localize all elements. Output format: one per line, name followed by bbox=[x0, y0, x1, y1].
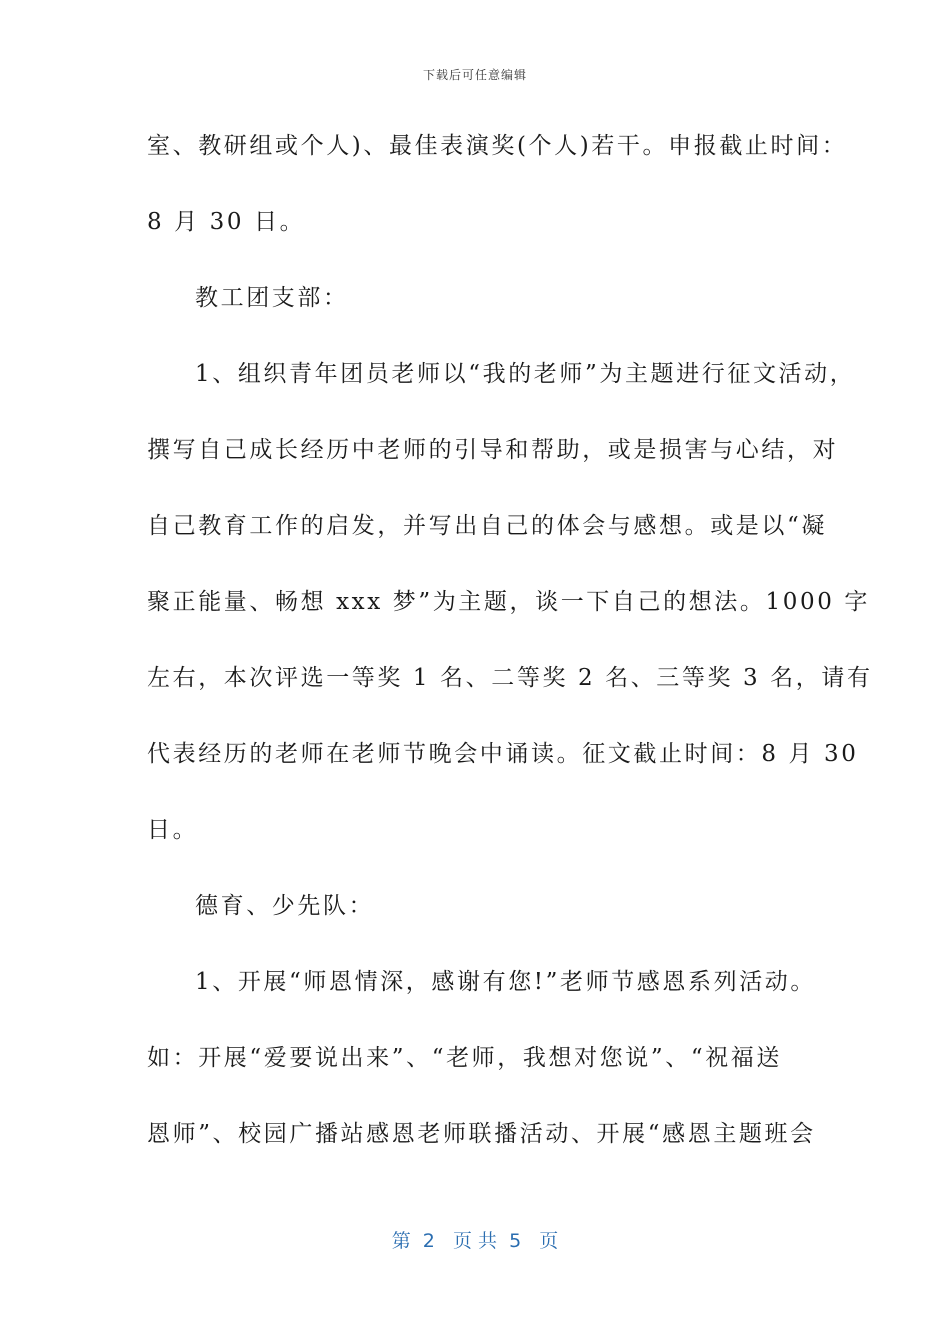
document-body bbox=[147, 124, 873, 1188]
text-line: 恩师”、校园广播站感恩老师联播活动、开展“感恩主题班会 bbox=[147, 1121, 816, 1147]
text-line: 聚正能量、畅想 xxx 梦”为主题，谈一下自己的想法。1000 字 bbox=[147, 589, 870, 615]
text-line: 代表经历的老师在老师节晚会中诵读。征文截止时间：8 月 30 bbox=[147, 741, 859, 767]
text-line: 1、组织青年团员老师以“我的老师”为主题进行征文活动， bbox=[195, 361, 856, 387]
text-line: 1、开展“师恩情深，感谢有您!”老师节感恩系列活动。 bbox=[195, 969, 816, 995]
section-heading: 教工团支部： bbox=[195, 285, 349, 311]
page-number-footer: 第 2 页 共 5 页 bbox=[391, 1230, 559, 1252]
text-line: 日。 bbox=[147, 817, 199, 843]
text-line: 8 月 30 日。 bbox=[147, 209, 306, 235]
text-line: 撰写自己成长经历中老师的引导和帮助，或是损害与心结，对 bbox=[147, 437, 839, 463]
section-heading: 德育、少先队： bbox=[195, 893, 375, 919]
header-note: 下载后可任意编辑 bbox=[422, 68, 527, 82]
text-line: 室、教研组或个人)、最佳表演奖(个人)若干。申报截止时间： bbox=[147, 133, 848, 159]
text-line: 左右，本次评选一等奖 1 名、二等奖 2 名、三等奖 3 名，请有 bbox=[147, 665, 873, 691]
text-line: 如：开展“爱要说出来”、“老师，我想对您说”、“祝福送 bbox=[147, 1045, 782, 1071]
text-line: 自己教育工作的启发，并写出自己的体会与感想。或是以“凝 bbox=[147, 513, 827, 539]
